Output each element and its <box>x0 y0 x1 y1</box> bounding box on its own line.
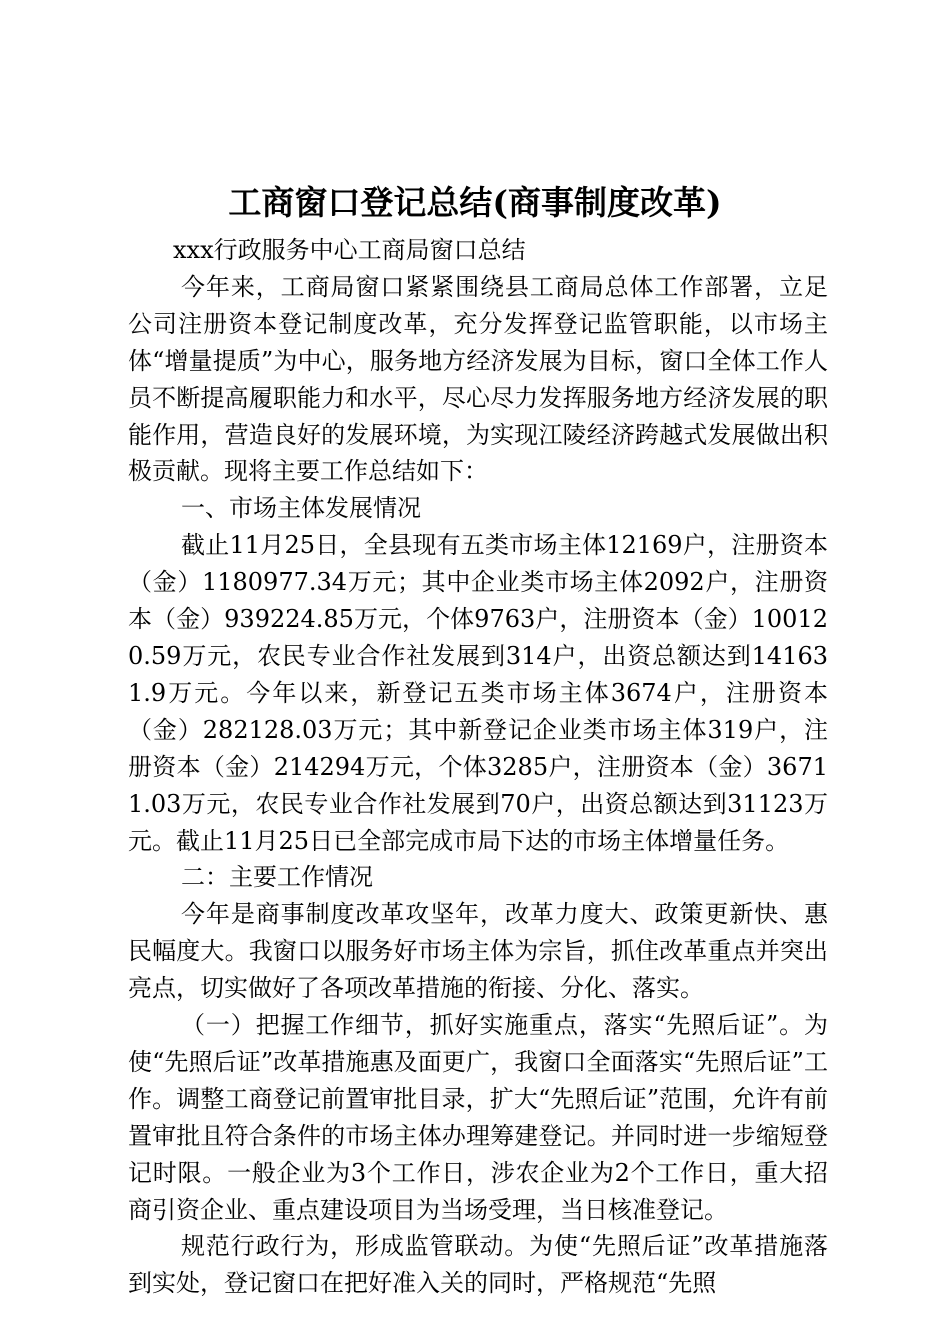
paragraph-subtitle: xxx行政服务中心工商局窗口总结 <box>173 236 526 264</box>
paragraph-regulation: 规范行政行为，形成监管联动。为使“先照后证”改革措施落到实处，登记窗口在把好准入关的同时，严格规范“先照 <box>128 1232 828 1298</box>
document-title: 工商窗口登记总结(商事制度改革) <box>228 183 722 222</box>
section-heading-1: 一、市场主体发展情况 <box>181 494 421 523</box>
paragraph-market-stats: 截止11月25日，全县现有五类市场主体12169户，注册资本（金）1180977.34万元；其中企业类市场主体2092户，注册资本（金）939224.85万元，个体9763户，注册资本（金）100120.59万元，农民专业合作社发展到314户，出资总额达到141631.9万元。今年以来，新登记五类市场主体3674户，注册资本（金）282128.03万元；其中新登记企业类市场主体319户，注册资本（金）214294万元，个体3285户，注册资本（金）36711.03万元，农民专业合作社发展到70户，出资总额达到31123万元。截止11月25日已全部完成市局下达的市场主体增量任务。 <box>128 531 828 855</box>
paragraph-license-first: （一）把握工作细节，抓好实施重点，落实“先照后证”。为使“先照后证”改革措施惠及面更广，我窗口全面落实“先照后证”工作。调整工商登记前置审批目录，扩大“先照后证”范围，允许有前置审批且符合条件的市场主体办理筹建登记。并同时进一步缩短登记时限。一般企业为3个工作日，涉农企业为2个工作日，重大招商引资企业、重点建设项目为当场受理，当日核准登记。 <box>128 1011 828 1224</box>
paragraph-reform: 今年是商事制度改革攻坚年，改革力度大、政策更新快、惠民幅度大。我窗口以服务好市场主体为宗旨，抓住改革重点并突出亮点，切实做好了各项改革措施的衔接、分化、落实。 <box>128 900 828 1003</box>
document-body <box>128 232 828 1302</box>
paragraph-intro: 今年来，工商局窗口紧紧围绕县工商局总体工作部署，立足公司注册资本登记制度改革，充分发挥登记监管职能，以市场主体“增量提质”为中心，服务地方经济发展为目标，窗口全体工作人员不断提高履职能力和水平，尽心尽力发挥服务地方经济发展的职能作用，营造良好的发展环境，为实现江陵经济跨越式发展做出积极贡献。现将主要工作总结如下： <box>128 272 828 486</box>
section-heading-2: 二：主要工作情况 <box>181 863 373 892</box>
